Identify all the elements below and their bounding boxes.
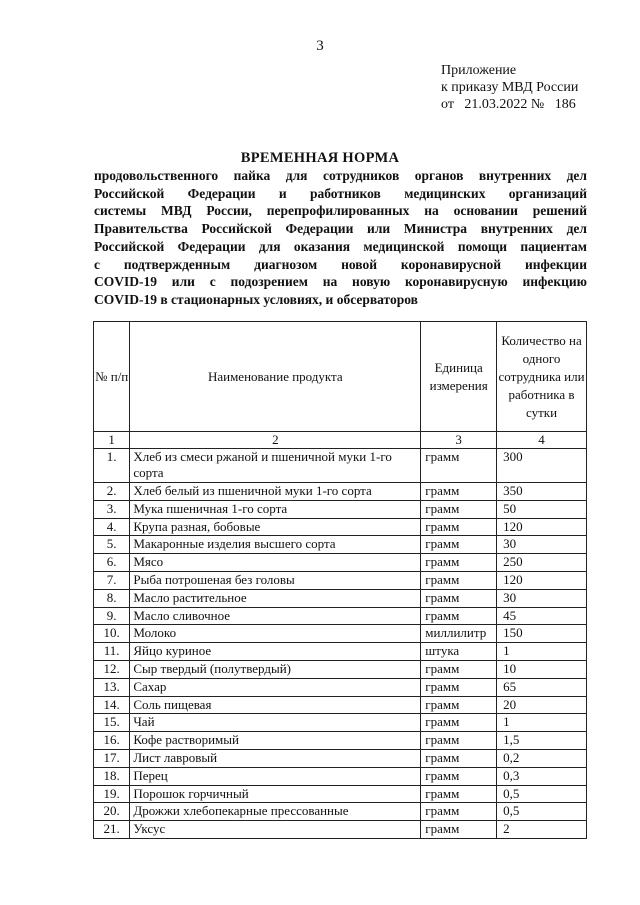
subtitle-line: системы МВД России, перепрофилированных на основании решений — [94, 203, 587, 219]
row-num: 18. — [94, 767, 130, 785]
row-num: 17. — [94, 749, 130, 767]
appendix-line-1: Приложение — [441, 63, 517, 78]
header-unit: Единица измерения — [421, 322, 497, 432]
row-unit: грамм — [421, 449, 497, 483]
table-row — [94, 449, 587, 483]
row-name: Сахар — [130, 678, 421, 696]
row-num: 2. — [94, 483, 130, 501]
header-qty: Количество на одного сотрудника или работника в сутки — [497, 322, 587, 432]
row-qty: 120 — [497, 571, 587, 589]
row-name: Уксус — [130, 821, 421, 839]
table-row — [94, 500, 587, 518]
row-num: 6. — [94, 554, 130, 572]
row-qty: 0,2 — [497, 749, 587, 767]
row-qty: 300 — [497, 449, 587, 483]
row-unit: грамм — [421, 660, 497, 678]
row-qty: 0,3 — [497, 767, 587, 785]
row-num: 11. — [94, 643, 130, 661]
table-row — [94, 749, 587, 767]
table-row — [94, 589, 587, 607]
row-unit: грамм — [421, 714, 497, 732]
subtitle-line: COVID-19 в стационарных условиях, и обсерваторов — [94, 291, 418, 307]
row-unit: грамм — [421, 554, 497, 572]
row-num: 21. — [94, 821, 130, 839]
table-row — [94, 732, 587, 750]
row-name: Сыр твердый (полутвердый) — [130, 660, 421, 678]
row-qty: 0,5 — [497, 785, 587, 803]
row-num: 8. — [94, 589, 130, 607]
row-num: 3. — [94, 500, 130, 518]
document-subtitle — [94, 167, 587, 309]
row-num: 20. — [94, 803, 130, 821]
subtitle-line: Российской Федерации для оказания медицинской помощи пациентам — [94, 238, 587, 254]
row-name: Рыба потрошеная без головы — [130, 571, 421, 589]
table-row — [94, 714, 587, 732]
page-number: 3 — [316, 38, 324, 54]
appendix-line-2: к приказу МВД России — [441, 80, 579, 95]
table-row — [94, 607, 587, 625]
row-unit: грамм — [421, 678, 497, 696]
row-unit: грамм — [421, 483, 497, 501]
table-row — [94, 536, 587, 554]
table-row — [94, 803, 587, 821]
row-name: Молоко — [130, 625, 421, 643]
row-unit: грамм — [421, 696, 497, 714]
row-name: Мука пшеничная 1-го сорта — [130, 500, 421, 518]
row-qty: 10 — [497, 660, 587, 678]
row-num: 1. — [94, 449, 130, 483]
row-name: Хлеб из смеси ржаной и пшеничной муки 1-го сорта — [130, 449, 421, 483]
row-name: Перец — [130, 767, 421, 785]
row-num: 12. — [94, 660, 130, 678]
row-unit: грамм — [421, 571, 497, 589]
row-qty: 1 — [497, 714, 587, 732]
subtitle-line: COVID-19 или с подозрением на новую коронавирусную инфекцию — [94, 274, 587, 290]
row-name: Хлеб белый из пшеничной муки 1-го сорта — [130, 483, 421, 501]
row-qty: 1 — [497, 643, 587, 661]
appendix-block — [441, 62, 578, 113]
row-num: 14. — [94, 696, 130, 714]
header-num: № п/п — [94, 322, 130, 432]
table-row — [94, 696, 587, 714]
row-unit: грамм — [421, 785, 497, 803]
table-row — [94, 625, 587, 643]
table-row — [94, 660, 587, 678]
row-unit: грамм — [421, 803, 497, 821]
table-row — [94, 643, 587, 661]
row-num: 4. — [94, 518, 130, 536]
row-unit: грамм — [421, 607, 497, 625]
table-row — [94, 554, 587, 572]
row-name: Мясо — [130, 554, 421, 572]
row-unit: грамм — [421, 732, 497, 750]
row-qty: 1,5 — [497, 732, 587, 750]
row-unit: миллилитр — [421, 625, 497, 643]
row-qty: 65 — [497, 678, 587, 696]
row-qty: 45 — [497, 607, 587, 625]
row-name: Лист лавровый — [130, 749, 421, 767]
norms-table-container — [93, 321, 587, 839]
row-unit: грамм — [421, 500, 497, 518]
subtitle-line: Правительства Российской Федерации или Министра внутренних дел — [94, 221, 587, 237]
row-unit: штука — [421, 643, 497, 661]
row-name: Крупа разная, бобовые — [130, 518, 421, 536]
row-name: Кофе растворимый — [130, 732, 421, 750]
row-name: Порошок горчичный — [130, 785, 421, 803]
row-qty: 150 — [497, 625, 587, 643]
table-index-row — [94, 432, 587, 449]
subtitle-line: с подтвержденным диагнозом новой коронавирусной инфекции — [94, 256, 587, 272]
row-qty: 30 — [497, 536, 587, 554]
document-title: ВРЕМЕННАЯ НОРМА — [240, 150, 400, 166]
row-unit: грамм — [421, 821, 497, 839]
index-cell: 2 — [130, 432, 421, 449]
row-num: 7. — [94, 571, 130, 589]
row-qty: 0,5 — [497, 803, 587, 821]
row-num: 10. — [94, 625, 130, 643]
row-qty: 250 — [497, 554, 587, 572]
row-num: 13. — [94, 678, 130, 696]
row-unit: грамм — [421, 518, 497, 536]
table-row — [94, 785, 587, 803]
subtitle-line: продовольственного пайка для сотрудников органов внутренних дел — [94, 168, 587, 183]
table-row — [94, 483, 587, 501]
row-num: 9. — [94, 607, 130, 625]
index-cell: 4 — [497, 432, 587, 449]
row-unit: грамм — [421, 749, 497, 767]
table-row — [94, 571, 587, 589]
row-num: 15. — [94, 714, 130, 732]
row-name: Чай — [130, 714, 421, 732]
subtitle-line: Российской Федерации и работников медицинских организаций — [94, 185, 587, 201]
row-unit: грамм — [421, 536, 497, 554]
row-qty: 350 — [497, 483, 587, 501]
index-cell: 1 — [94, 432, 130, 449]
table-row — [94, 518, 587, 536]
row-unit: грамм — [421, 589, 497, 607]
row-qty: 20 — [497, 696, 587, 714]
appendix-line-3: от 21.03.2022 № 186 — [441, 97, 576, 112]
row-name: Соль пищевая — [130, 696, 421, 714]
row-qty: 120 — [497, 518, 587, 536]
row-name: Масло растительное — [130, 589, 421, 607]
row-name: Макаронные изделия высшего сорта — [130, 536, 421, 554]
row-name: Яйцо куриное — [130, 643, 421, 661]
table-row — [94, 767, 587, 785]
row-num: 16. — [94, 732, 130, 750]
row-unit: грамм — [421, 767, 497, 785]
row-name: Дрожжи хлебопекарные прессованные — [130, 803, 421, 821]
header-name: Наименование продукта — [130, 322, 421, 432]
row-qty: 50 — [497, 500, 587, 518]
table-row — [94, 821, 587, 839]
row-num: 19. — [94, 785, 130, 803]
row-num: 5. — [94, 536, 130, 554]
table-row — [94, 678, 587, 696]
row-name: Масло сливочное — [130, 607, 421, 625]
row-qty: 30 — [497, 589, 587, 607]
row-qty: 2 — [497, 821, 587, 839]
index-cell: 3 — [421, 432, 497, 449]
table-header-row — [94, 322, 587, 432]
norms-table — [93, 321, 587, 839]
